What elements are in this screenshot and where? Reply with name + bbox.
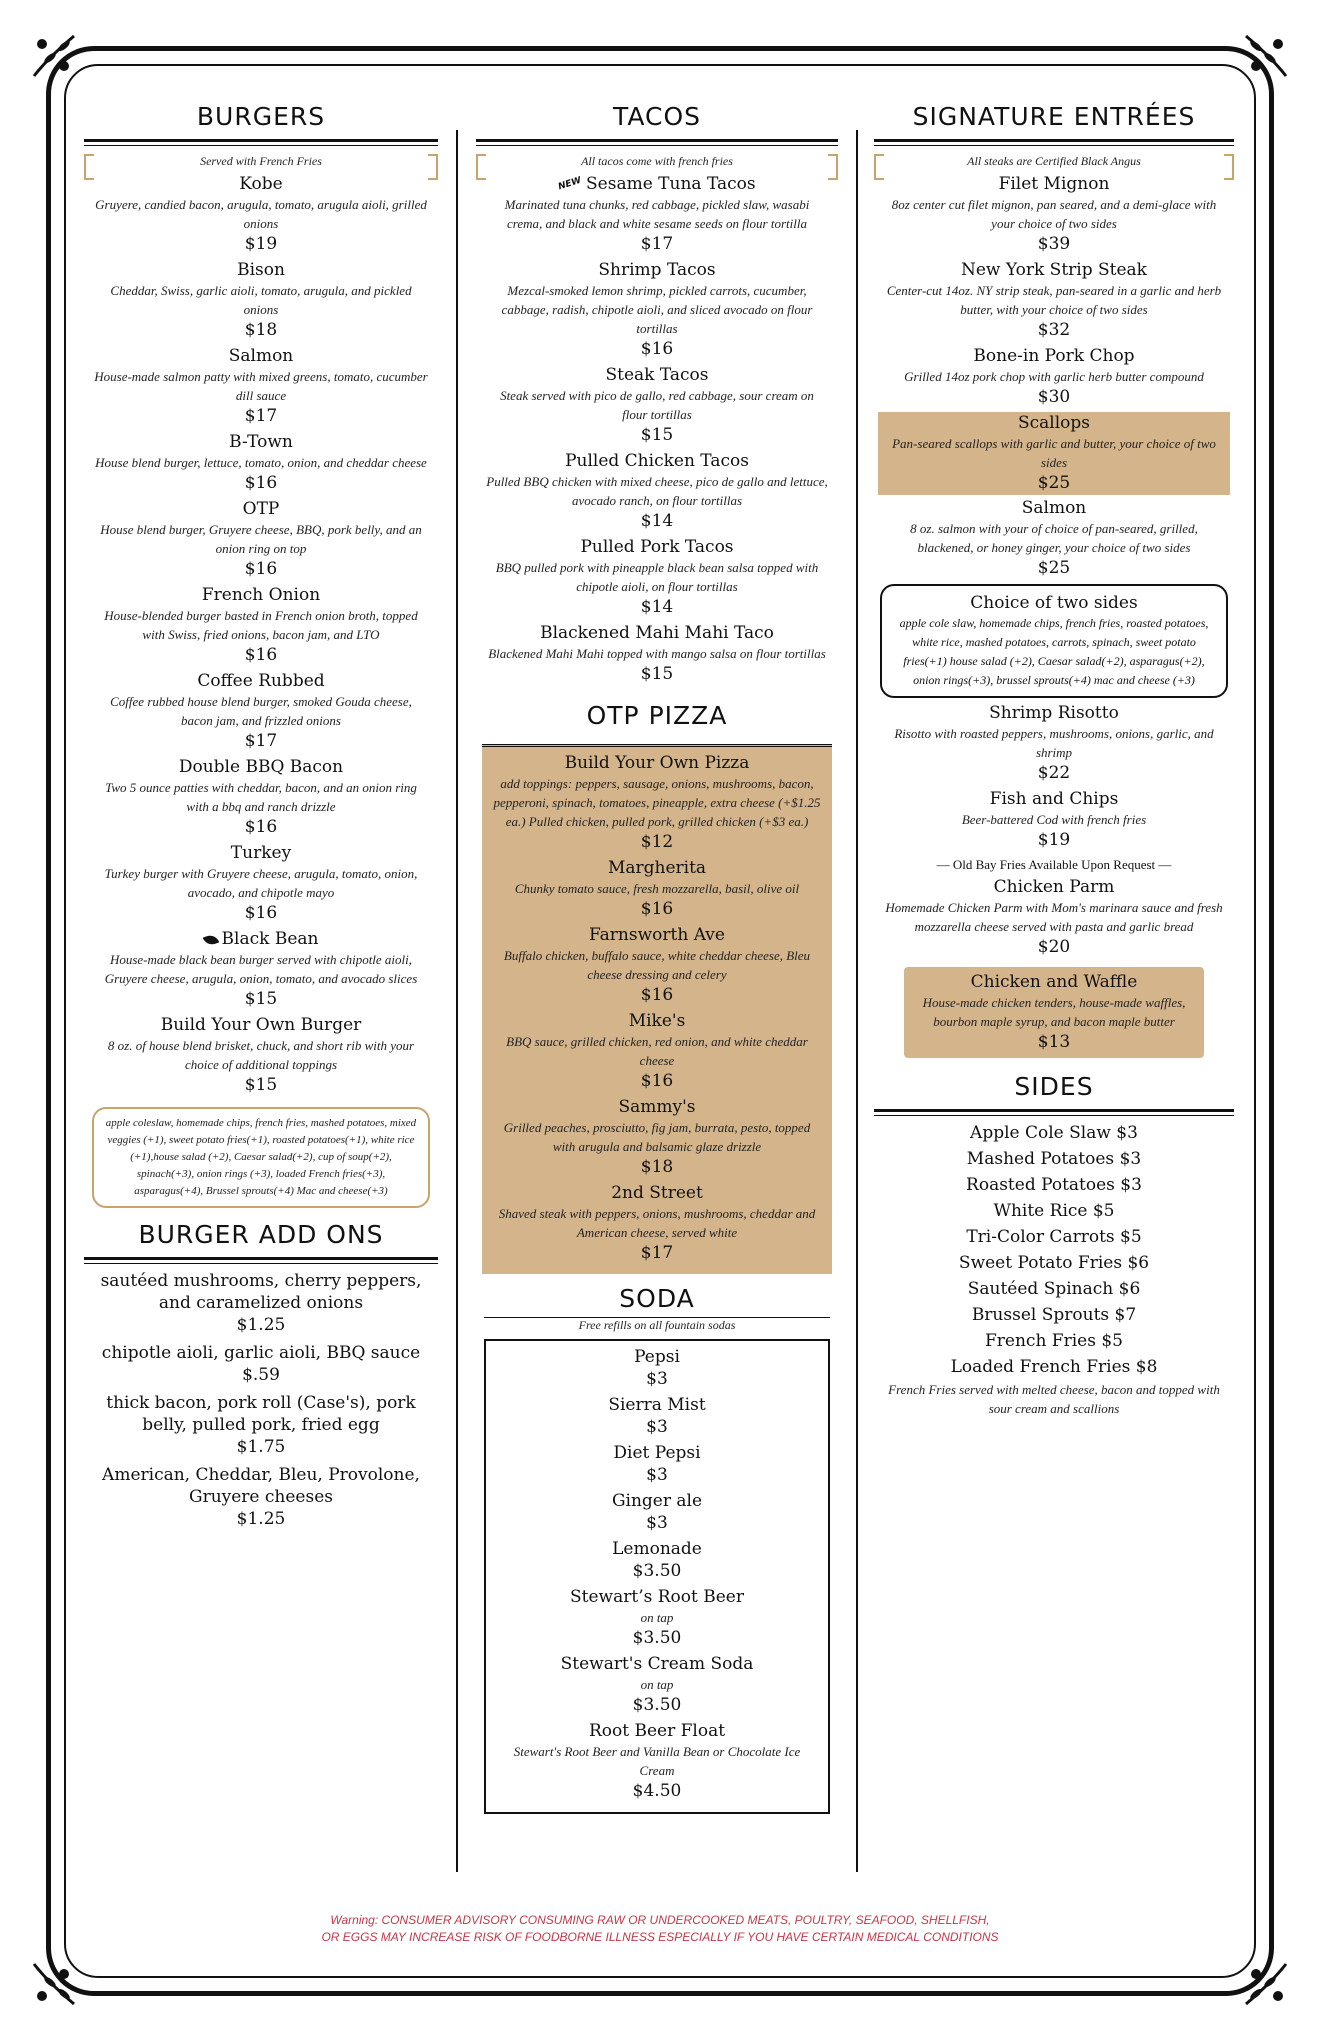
item-desc: Chunky tomato sauce, fresh mozzarella, basil, olive oil bbox=[514, 881, 800, 896]
menu-item bbox=[486, 1720, 828, 1803]
item-name: Diet Pepsi bbox=[613, 1443, 701, 1463]
side-item: Roasted Potatoes $3 bbox=[966, 1175, 1142, 1195]
menu-item bbox=[486, 1538, 828, 1583]
item-price: $15 bbox=[640, 425, 674, 445]
addon-price: $1.25 bbox=[236, 1509, 286, 1529]
addon-item bbox=[84, 1270, 438, 1336]
item-name: Sierra Mist bbox=[608, 1395, 706, 1415]
menu-item bbox=[482, 857, 832, 921]
item-price: $3 bbox=[646, 1417, 668, 1437]
menu-item bbox=[874, 876, 1234, 959]
item-name: Shrimp Tacos bbox=[598, 260, 716, 280]
item-price: $3.50 bbox=[632, 1628, 682, 1648]
item-price: $3 bbox=[646, 1465, 668, 1485]
item-name: Filet Mignon bbox=[998, 174, 1110, 194]
item-desc: House-blended burger basted in French onion broth, topped with Swiss, fried onions, bacon jam, and LTO bbox=[104, 608, 418, 642]
item-name: Turkey bbox=[230, 843, 292, 863]
item-desc: Steak served with pico de gallo, red cabbage, sour cream on flour tortillas bbox=[500, 388, 814, 422]
menu-item bbox=[84, 498, 438, 581]
vegetarian-leaf-icon bbox=[202, 932, 219, 946]
menu-item bbox=[482, 924, 832, 1007]
item-price: $16 bbox=[244, 817, 278, 837]
addon-price: $.59 bbox=[242, 1365, 280, 1385]
item-name: Coffee Rubbed bbox=[197, 671, 325, 691]
addon-name: American, Cheddar, Bleu, Provolone, Gruyere cheeses bbox=[102, 1465, 420, 1507]
item-name: Pulled Pork Tacos bbox=[580, 537, 734, 557]
menu-item bbox=[84, 259, 438, 342]
item-desc: BBQ pulled pork with pineapple black bean salsa topped with chipotle aioli, on flour tortillas bbox=[495, 560, 819, 594]
item-name: Shrimp Risotto bbox=[989, 703, 1119, 723]
menu-item-highlighted bbox=[878, 412, 1230, 495]
item-price: $13 bbox=[1037, 1032, 1071, 1052]
menu-item bbox=[874, 173, 1234, 256]
menu-item bbox=[476, 622, 838, 686]
consumer-advisory-warning bbox=[200, 1912, 1120, 1946]
item-price: $16 bbox=[640, 339, 674, 359]
item-desc: Coffee rubbed house blend burger, smoked Gouda cheese, bacon jam, and frizzled onions bbox=[110, 694, 412, 728]
item-price: $14 bbox=[640, 511, 674, 531]
side-item: Mashed Potatoes $3 bbox=[966, 1149, 1142, 1169]
menu-item bbox=[84, 345, 438, 428]
item-price: $3 bbox=[646, 1513, 668, 1533]
menu-item bbox=[486, 1442, 828, 1487]
item-price: $16 bbox=[244, 559, 278, 579]
section-title-burgers: BURGERS bbox=[196, 102, 326, 131]
item-desc: Buffalo chicken, buffalo sauce, white cheddar cheese, Bleu cheese dressing and celery bbox=[503, 948, 811, 982]
tacos-note: All tacos come with french fries bbox=[476, 152, 838, 171]
item-sub: on tap bbox=[640, 1610, 674, 1625]
item-desc: Mezcal-smoked lemon shrimp, pickled carrots, cucumber, cabbage, radish, chipotle aioli, and sliced avocado on flour tortillas bbox=[501, 283, 813, 336]
item-name: Salmon bbox=[228, 346, 294, 366]
section-title-soda: SODA bbox=[619, 1284, 695, 1313]
column-divider bbox=[856, 130, 858, 1872]
item-price: $16 bbox=[244, 473, 278, 493]
item-price: $19 bbox=[1037, 830, 1071, 850]
menu-item bbox=[84, 842, 438, 925]
section-title-sides: SIDES bbox=[1014, 1072, 1094, 1101]
menu-item bbox=[486, 1346, 828, 1391]
item-name: French Onion bbox=[201, 585, 321, 605]
item-desc: Shaved steak with peppers, onions, mushrooms, cheddar and American cheese, served white bbox=[498, 1206, 816, 1240]
menu-item bbox=[84, 670, 438, 753]
item-name: Pulled Chicken Tacos bbox=[565, 451, 749, 471]
section-title-addons: BURGER ADD ONS bbox=[138, 1220, 384, 1249]
item-name: Build Your Own Pizza bbox=[564, 753, 750, 773]
floral-ornament-icon bbox=[28, 1958, 82, 2012]
section-rule bbox=[874, 1109, 1234, 1116]
item-name: Pepsi bbox=[634, 1347, 680, 1367]
menu-item bbox=[476, 259, 838, 361]
item-sub: on tap bbox=[640, 1677, 674, 1692]
item-name: OTP bbox=[242, 499, 280, 519]
menu-item bbox=[476, 536, 838, 619]
item-desc: Gruyere, candied bacon, arugula, tomato, arugula aioli, grilled onions bbox=[95, 197, 427, 231]
item-name: Margherita bbox=[607, 858, 707, 878]
sides-list bbox=[874, 1120, 1234, 1380]
item-desc: 8oz center cut filet mignon, pan seared, and a demi-glace with your choice of two sides bbox=[891, 197, 1217, 231]
soda-panel bbox=[484, 1339, 830, 1814]
item-desc: Turkey burger with Gruyere cheese, arugula, tomato, onion, avocado, and chipotle mayo bbox=[104, 866, 418, 900]
item-price: $4.50 bbox=[632, 1781, 682, 1801]
burgers-note: Served with French Fries bbox=[84, 152, 438, 171]
item-name: Sesame Tuna Tacos bbox=[586, 174, 756, 194]
item-price: $15 bbox=[244, 1075, 278, 1095]
menu-item bbox=[486, 1490, 828, 1535]
addon-name: thick bacon, pork roll (Case's), pork belly, pulled pork, fried egg bbox=[106, 1393, 416, 1435]
item-name: Scallops bbox=[1017, 413, 1091, 433]
item-desc: House-made salmon patty with mixed greens, tomato, cucumber dill sauce bbox=[94, 369, 428, 403]
item-name: Chicken Parm bbox=[993, 877, 1115, 897]
menu-item bbox=[482, 752, 832, 854]
item-price: $30 bbox=[1037, 387, 1071, 407]
side-item: French Fries $5 bbox=[985, 1331, 1123, 1351]
side-item: Sautéed Spinach $6 bbox=[967, 1279, 1141, 1299]
item-name: Bone-in Pork Chop bbox=[973, 346, 1135, 366]
menu-item bbox=[482, 1010, 832, 1093]
item-desc: Beer-battered Cod with french fries bbox=[961, 812, 1147, 827]
item-desc: Risotto with roasted peppers, mushrooms, onions, garlic, and shrimp bbox=[894, 726, 1214, 760]
side-item: Loaded French Fries $8 bbox=[950, 1357, 1158, 1377]
item-name: Lemonade bbox=[612, 1539, 702, 1559]
side-item: Sweet Potato Fries $6 bbox=[958, 1253, 1150, 1273]
item-name: Stewart's Cream Soda bbox=[560, 1654, 754, 1674]
soda-note: Free refills on all fountain sodas bbox=[578, 1318, 736, 1332]
item-name: Mike's bbox=[628, 1011, 686, 1031]
item-price: $14 bbox=[640, 597, 674, 617]
addon-price: $1.75 bbox=[236, 1437, 286, 1457]
addon-item bbox=[84, 1392, 438, 1458]
sides-box-title: Choice of two sides bbox=[970, 593, 1138, 613]
menu-item bbox=[874, 259, 1234, 342]
item-price: $25 bbox=[1037, 558, 1071, 578]
addon-name: sautéed mushrooms, cherry peppers, and caramelized onions bbox=[100, 1271, 422, 1313]
item-name: Root Beer Float bbox=[588, 1721, 726, 1741]
item-sub: Stewart's Root Beer and Vanilla Bean or Chocolate Ice Cream bbox=[513, 1744, 801, 1778]
item-name: B-Town bbox=[229, 432, 293, 452]
menu-item-highlighted bbox=[904, 967, 1204, 1058]
menu-item bbox=[476, 364, 838, 447]
item-name: 2nd Street bbox=[611, 1183, 703, 1203]
item-price: $20 bbox=[1037, 937, 1071, 957]
item-price: $12 bbox=[640, 832, 674, 852]
section-title-pizza: OTP PIZZA bbox=[586, 701, 728, 730]
section-rule bbox=[476, 139, 838, 146]
floral-ornament-icon bbox=[1238, 28, 1292, 82]
menu-item bbox=[482, 1096, 832, 1179]
floral-ornament-icon bbox=[1238, 1958, 1292, 2012]
item-desc: Marinated tuna chunks, red cabbage, pickled slaw, wasabi crema, and black and white sesame seeds on flour tortilla bbox=[504, 197, 810, 231]
item-desc: BBQ sauce, grilled chicken, red onion, and white cheddar cheese bbox=[506, 1034, 808, 1068]
addon-item bbox=[84, 1342, 438, 1386]
side-item: White Rice $5 bbox=[993, 1201, 1115, 1221]
menu-item bbox=[84, 584, 438, 667]
addon-item bbox=[84, 1464, 438, 1530]
item-desc: Pulled BBQ chicken with mixed cheese, pico de gallo and lettuce, avocado ranch, on flour tortillas bbox=[486, 474, 828, 508]
item-desc: 8 oz. salmon with your of choice of pan-seared, grilled, blackened, or honey ginger, your choice of two sides bbox=[910, 521, 1198, 555]
item-desc: Grilled 14oz pork chop with garlic herb butter compound bbox=[904, 369, 1204, 384]
addon-price: $1.25 bbox=[236, 1315, 286, 1335]
item-name: Farnsworth Ave bbox=[589, 925, 725, 945]
item-desc: Pan-seared scallops with garlic and butter, your choice of two sides bbox=[892, 436, 1216, 470]
item-desc: 8 oz. of house blend brisket, chuck, and short rib with your choice of additional toppings bbox=[107, 1038, 415, 1072]
menu-item bbox=[84, 173, 438, 256]
burgers-column bbox=[84, 96, 438, 1536]
item-name: Black Bean bbox=[221, 929, 319, 949]
item-desc: House-made black bean burger served with chipotle aioli, Gruyere cheese, arugula, onion, tomato, and avocado slices bbox=[104, 952, 418, 986]
item-price: $19 bbox=[244, 234, 278, 254]
item-desc: Homemade Chicken Parm with Mom's marinara sauce and fresh mozzarella cheese served with pasta and garlic bread bbox=[885, 900, 1223, 934]
side-item: Brussel Sprouts $7 bbox=[971, 1305, 1137, 1325]
item-name: Kobe bbox=[239, 174, 283, 194]
new-badge: NEW bbox=[557, 175, 583, 193]
item-price: $39 bbox=[1037, 234, 1071, 254]
item-price: $17 bbox=[640, 1243, 674, 1263]
item-name: Chicken and Waffle bbox=[970, 972, 1138, 992]
item-desc: House blend burger, Gruyere cheese, BBQ, pork belly, and an onion ring on top bbox=[100, 522, 422, 556]
item-price: $25 bbox=[1037, 473, 1071, 493]
item-name: New York Strip Steak bbox=[960, 260, 1147, 280]
menu-item bbox=[486, 1394, 828, 1439]
menu-item bbox=[874, 702, 1234, 785]
item-desc: Two 5 ounce patties with cheddar, bacon, and an onion ring with a bbq and ranch drizzle bbox=[105, 780, 417, 814]
menu-item bbox=[874, 788, 1234, 852]
item-price: $17 bbox=[244, 731, 278, 751]
section-rule bbox=[84, 1257, 438, 1264]
section-title-tacos: TACOS bbox=[613, 102, 701, 131]
menu-item bbox=[482, 1182, 832, 1265]
section-rule bbox=[84, 139, 438, 146]
menu-item bbox=[486, 1653, 828, 1717]
item-price: $17 bbox=[244, 406, 278, 426]
item-name: Stewart’s Root Beer bbox=[570, 1587, 744, 1607]
item-desc: Grilled peaches, prosciutto, fig jam, burrata, pesto, topped with arugula and balsamic glaze drizzle bbox=[503, 1120, 811, 1154]
item-desc: Cheddar, Swiss, garlic aioli, tomato, arugula, and pickled onions bbox=[110, 283, 412, 317]
section-title-entrees: SIGNATURE ENTRÉES bbox=[912, 102, 1196, 131]
menu-item bbox=[84, 1014, 438, 1097]
item-price: $3 bbox=[646, 1369, 668, 1389]
item-price: $3.50 bbox=[632, 1561, 682, 1581]
item-name: Build Your Own Burger bbox=[160, 1015, 362, 1035]
item-price: $18 bbox=[244, 320, 278, 340]
item-name: Steak Tacos bbox=[605, 365, 709, 385]
item-price: $3.50 bbox=[632, 1695, 682, 1715]
menu-item bbox=[84, 431, 438, 495]
sides-note: French Fries served with melted cheese, bacon and topped with sour cream and scallions bbox=[888, 1382, 1220, 1416]
item-name: Fish and Chips bbox=[989, 789, 1119, 809]
item-name: Ginger ale bbox=[611, 1491, 703, 1511]
tacos-pizza-soda-column bbox=[476, 96, 838, 1814]
menu-item bbox=[874, 497, 1234, 580]
item-name: Sammy's bbox=[618, 1097, 696, 1117]
item-desc: Blackened Mahi Mahi topped with mango salsa on flour tortillas bbox=[488, 646, 826, 661]
menu-item bbox=[486, 1586, 828, 1650]
column-divider bbox=[456, 130, 458, 1872]
menu-item bbox=[874, 345, 1234, 409]
burger-sides-note: apple coleslaw, homemade chips, french fries, mashed potatoes, mixed veggies (+1), sweet potato fries(+1), roasted potatoes(+1), white rice (+1),house salad (+2), Caesar salad(+2), cup of soup(+2), spinach(+3), onion rings (+3), loaded French fries(+3), asparagus(+4), Brussel sprouts(+4) Mac and cheese(+3) bbox=[92, 1107, 430, 1208]
menu-item bbox=[476, 450, 838, 533]
item-price: $15 bbox=[244, 989, 278, 1009]
item-price: $16 bbox=[244, 903, 278, 923]
item-name: Bison bbox=[237, 260, 285, 280]
section-rule bbox=[874, 139, 1234, 146]
item-price: $16 bbox=[640, 899, 674, 919]
item-price: $17 bbox=[640, 234, 674, 254]
item-price: $15 bbox=[640, 664, 674, 684]
item-name: Salmon bbox=[1021, 498, 1087, 518]
item-price: $16 bbox=[244, 645, 278, 665]
sides-box-text: apple cole slaw, homemade chips, french fries, roasted potatoes, white rice, mashed potatoes, carrots, spinach, sweet potato fries(+1) house salad (+2), Caesar salad(+2), asparagus(+2), onion rings(+3), brussel sprouts(+4) mac and cheese (+3) bbox=[899, 616, 1209, 687]
warning-line: Warning: CONSUMER ADVISORY CONSUMING RAW OR UNDERCOOKED MEATS, POULTRY, SEAFOOD, SHELLFISH, bbox=[330, 1913, 990, 1927]
pizza-panel bbox=[482, 744, 832, 1274]
floral-ornament-icon bbox=[28, 28, 82, 82]
menu-item bbox=[476, 173, 838, 256]
item-price: $18 bbox=[640, 1157, 674, 1177]
item-name: Blackened Mahi Mahi Taco bbox=[540, 623, 774, 643]
entrees-column bbox=[874, 96, 1234, 1418]
entrees-note: All steaks are Certified Black Angus bbox=[874, 152, 1234, 171]
item-price: $16 bbox=[640, 1071, 674, 1091]
warning-line: OR EGGS MAY INCREASE RISK OF FOODBORNE ILLNESS ESPECIALLY IF YOU HAVE CERTAIN MEDICAL CONDITIONS bbox=[321, 1930, 999, 1944]
old-bay-note: — Old Bay Fries Available Upon Request — bbox=[936, 857, 1172, 872]
side-item: Tri-Color Carrots $5 bbox=[966, 1227, 1142, 1247]
item-name: Double BBQ Bacon bbox=[178, 757, 344, 777]
item-price: $16 bbox=[640, 985, 674, 1005]
side-item: Apple Cole Slaw $3 bbox=[970, 1123, 1138, 1143]
menu-item bbox=[84, 756, 438, 839]
item-desc: House-made chicken tenders, house-made waffles, bourbon maple syrup, and bacon maple butter bbox=[922, 995, 1186, 1029]
addon-name: chipotle aioli, garlic aioli, BBQ sauce bbox=[101, 1343, 421, 1363]
item-price: $32 bbox=[1037, 320, 1071, 340]
item-price: $22 bbox=[1037, 763, 1071, 783]
item-desc: House blend burger, lettuce, tomato, onion, and cheddar cheese bbox=[95, 455, 427, 470]
choice-of-sides-box bbox=[880, 584, 1228, 698]
menu-item bbox=[84, 928, 438, 1011]
item-desc: Center-cut 14oz. NY strip steak, pan-seared in a garlic and herb butter, with your choice of two sides bbox=[886, 283, 1222, 317]
item-desc: add toppings: peppers, sausage, onions, mushrooms, bacon, pepperoni, spinach, tomatoes, pineapple, extra cheese (+$1.25 ea.) Pulled chicken, pulled pork, grilled chicken (+$3 ea.) bbox=[493, 776, 821, 829]
